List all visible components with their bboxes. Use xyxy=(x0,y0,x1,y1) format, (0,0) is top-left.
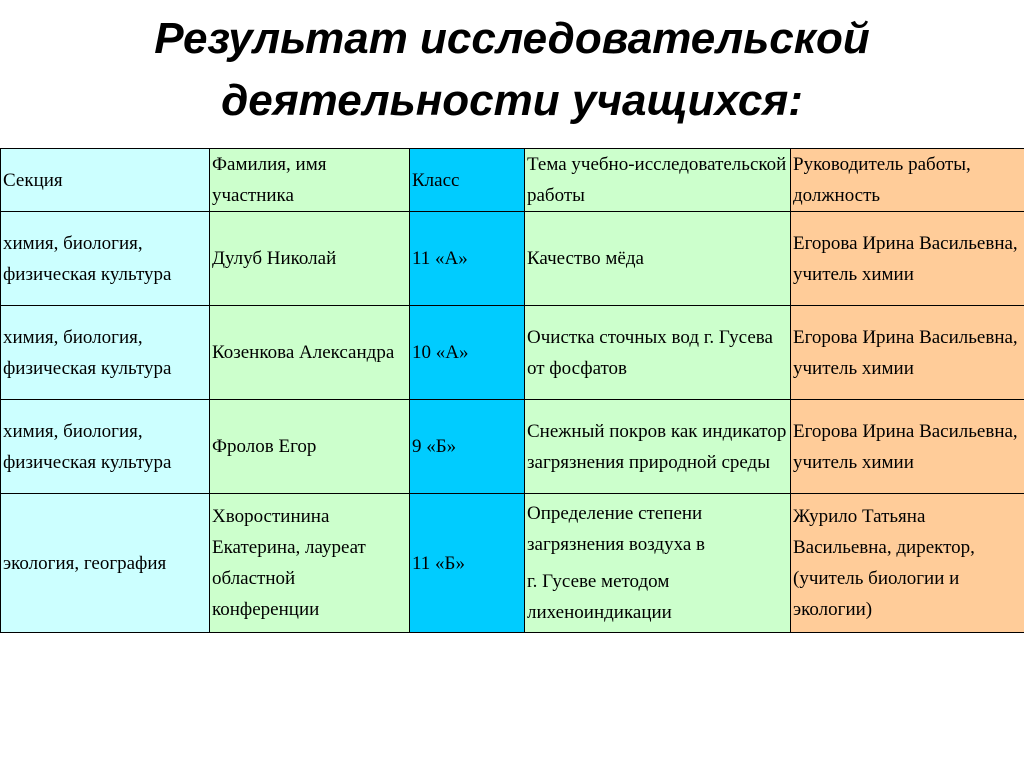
cell-section: экология, география xyxy=(1,494,210,633)
header-participant: Фамилия, имя участника xyxy=(210,149,410,212)
cell-class: 9 «Б» xyxy=(410,400,525,494)
header-section: Секция xyxy=(1,149,210,212)
cell-participant: Козенкова Александра xyxy=(210,306,410,400)
header-topic: Тема учебно-исследовательской работы xyxy=(525,149,791,212)
title-line-1: Результат исследовательской xyxy=(154,14,870,63)
page-title xyxy=(0,8,1024,132)
cell-class: 11 «А» xyxy=(410,212,525,306)
cell-topic: Качество мёда xyxy=(525,212,791,306)
table-row xyxy=(1,494,1024,633)
cell-participant: Дулуб Николай xyxy=(210,212,410,306)
cell-section: химия, биология, физическая культура xyxy=(1,212,210,306)
cell-section: химия, биология, физическая культура xyxy=(1,400,210,494)
cell-class: 11 «Б» xyxy=(410,494,525,633)
cell-supervisor: Егорова Ирина Васильевна, учитель химии xyxy=(791,400,1024,494)
cell-topic xyxy=(525,494,791,633)
cell-topic: Снежный покров как индикатор загрязнения природной среды xyxy=(525,400,791,494)
cell-section: химия, биология, физическая культура xyxy=(1,306,210,400)
table-row xyxy=(1,400,1024,494)
header-supervisor: Руководитель работы, должность xyxy=(791,149,1024,212)
header-class: Класс xyxy=(410,149,525,212)
cell-supervisor: Егорова Ирина Васильевна, учитель химии xyxy=(791,306,1024,400)
results-table xyxy=(0,148,1024,633)
table-row xyxy=(1,212,1024,306)
table-header-row xyxy=(1,149,1024,212)
cell-participant: Хворостинина Екатерина, лауреат областной конференции xyxy=(210,494,410,633)
cell-topic-part-2: г. Гусеве методом лихеноиндикации xyxy=(527,571,672,623)
cell-supervisor: Журило Татьяна Васильевна, директор, (учитель биологии и экологии) xyxy=(791,494,1024,633)
cell-topic-part-1: Определение степени загрязнения воздуха в xyxy=(527,503,705,555)
cell-topic: Очистка сточных вод г. Гусева от фосфатов xyxy=(525,306,791,400)
table-row xyxy=(1,306,1024,400)
cell-class: 10 «А» xyxy=(410,306,525,400)
title-line-2: деятельности учащихся: xyxy=(221,76,803,125)
cell-supervisor: Егорова Ирина Васильевна, учитель химии xyxy=(791,212,1024,306)
cell-participant: Фролов Егор xyxy=(210,400,410,494)
